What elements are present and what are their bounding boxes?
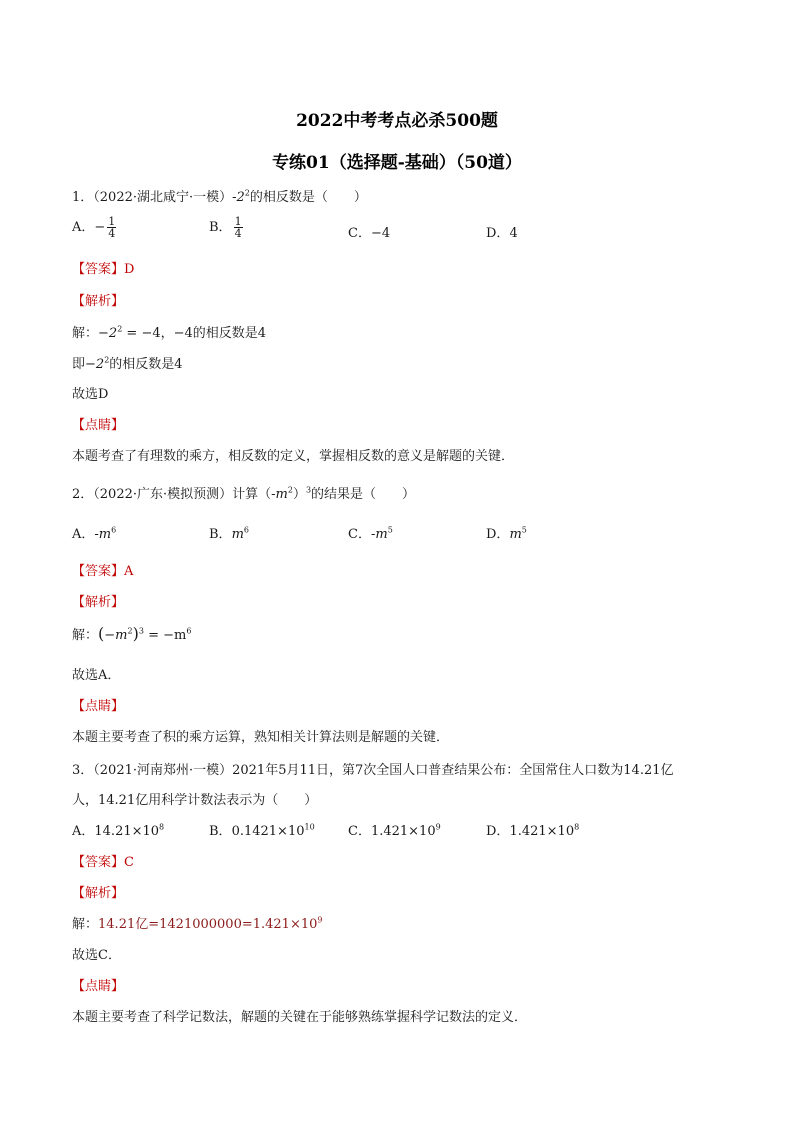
- question-2-conclusion: 故选A．: [72, 668, 121, 683]
- question-3-option-c: C．$1.421\times 10^9$: [348, 822, 441, 839]
- question-3-option-d: D．$1.421\times 10^8$: [486, 822, 580, 839]
- question-1-solution-line-1: 解：$-2^2 = -4$，−4的相反数是4: [72, 324, 267, 341]
- question-2-option-a: A．$-m^6$: [72, 525, 117, 542]
- question-1-solution-line-3: 故选D: [72, 387, 109, 402]
- question-3-solution: 解：14.21亿$=1421000000=1.421\times 10^9$: [72, 915, 323, 932]
- question-3-answer: 【答案】C: [72, 855, 134, 870]
- question-3-comment: 本题主要考查了科学记数法，解题的关键在于能够熟练掌握科学记数法的定义．: [72, 1010, 528, 1025]
- fraction: $\frac{1}{4}$: [108, 215, 116, 240]
- question-2-analysis-tag: 【解析】: [72, 595, 125, 610]
- question-2-solution: 解：$(-m^2)^3 = -m^6$: [72, 624, 192, 643]
- question-1-comment: 本题考查了有理数的乘方，相反数的定义，掌握相反数的意义是解题的关键．: [72, 449, 515, 464]
- question-1-comment-tag: 【点睛】: [72, 418, 125, 433]
- question-2-answer: 【答案】A: [72, 564, 134, 579]
- question-3-option-a: A．$14.21\times 10^8$: [72, 822, 165, 839]
- question-1-stem: 1．（2022·湖北咸宁·一模）$-2^2$的相反数是（ ）: [72, 188, 367, 205]
- question-3-option-b: B．$0.1421\times 10^{10}$: [209, 822, 315, 839]
- question-1-answer: 【答案】D: [72, 262, 135, 277]
- page-title: 2022中考考点必杀500题: [296, 111, 498, 131]
- question-3-conclusion: 故选C．: [72, 948, 121, 963]
- question-1-solution-line-2: 即$-2^2$的相反数是4: [72, 355, 183, 372]
- question-1-analysis-tag: 【解析】: [72, 294, 125, 309]
- question-3-stem-line-2: 人，14.21亿用科学计数法表示为（ ）: [72, 793, 318, 808]
- question-2-comment-tag: 【点睛】: [72, 699, 125, 714]
- page-subtitle: 专练01（选择题-基础）（50道）: [272, 153, 522, 173]
- fraction: $\frac{1}{4}$: [234, 215, 242, 240]
- question-2-comment: 本题主要考查了积的乘方运算，熟知相关计算法则是解题的关键．: [72, 730, 450, 745]
- question-2-option-b: B．$m^6$: [209, 525, 249, 542]
- question-1-option-c: C．−4: [348, 226, 391, 241]
- question-3-comment-tag: 【点睛】: [72, 979, 125, 994]
- question-3-stem-line-1: 3．（2021·河南郑州·一模）2021年5月11日，第7次全国人口普查结果公布：全国常住人口数为14.21亿: [72, 763, 674, 778]
- question-1-option-a: A．− $\frac{1}{4}$: [72, 215, 116, 240]
- question-3-analysis-tag: 【解析】: [72, 886, 125, 901]
- question-2-stem: 2．（2022·广东·模拟预测）计算$(-m^2)^3$的结果是（ ）: [72, 485, 416, 502]
- question-1-option-b: B． $\frac{1}{4}$: [209, 215, 242, 240]
- question-2-option-d: D．$m^5$: [486, 525, 527, 542]
- question-1-option-d: D．4: [486, 226, 518, 241]
- question-2-option-c: C．$-m^5$: [348, 525, 393, 542]
